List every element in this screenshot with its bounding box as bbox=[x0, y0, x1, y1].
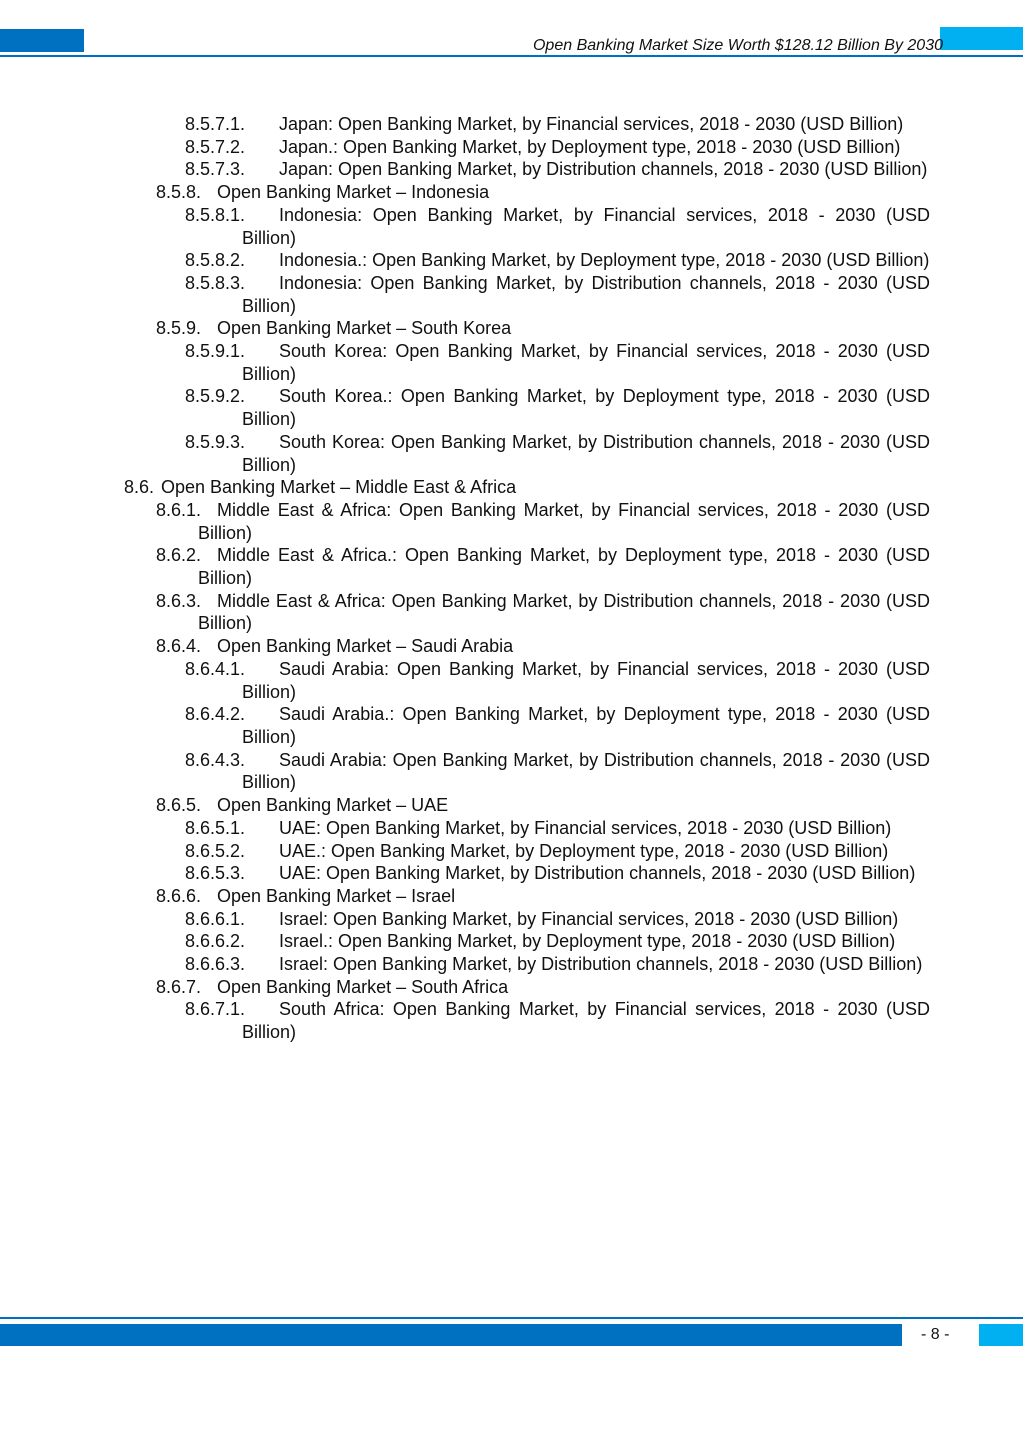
footer-accent-right bbox=[979, 1324, 1023, 1346]
toc-entry-text: South Africa: Open Banking Market, by Financial services, 2018 - 2030 (USD Billion) bbox=[242, 999, 930, 1043]
toc-entry-number: 8.6.5.1. bbox=[185, 817, 246, 838]
running-header-title: Open Banking Market Size Worth $128.12 Billion By 2030 bbox=[532, 37, 943, 54]
toc-entry bbox=[185, 136, 930, 159]
toc-entry-text: Open Banking Market – Israel bbox=[217, 885, 456, 906]
toc-entry-number: 8.5.8.2. bbox=[185, 250, 246, 271]
toc-entry-text: Middle East & Africa: Open Banking Market, by Financial services, 2018 - 2030 (USD Billion) bbox=[198, 499, 930, 543]
toc-entry-text: Japan: Open Banking Market, by Distribution channels, 2018 - 2030 (USD Billion) bbox=[279, 159, 928, 180]
toc-entry bbox=[185, 953, 930, 976]
table-of-contents bbox=[0, 113, 1023, 1044]
toc-entry bbox=[185, 817, 930, 840]
toc-entry bbox=[185, 385, 930, 430]
toc-entry-number: 8.6.2. bbox=[156, 545, 202, 566]
toc-entry-number: 8.6.6.2. bbox=[185, 931, 246, 952]
toc-entry bbox=[185, 272, 930, 317]
footer-rule bbox=[0, 1317, 1023, 1319]
toc-entry-number: 8.6.6.3. bbox=[185, 954, 246, 975]
toc-entry-text: Indonesia: Open Banking Market, by Financial services, 2018 - 2030 (USD Billion) bbox=[242, 204, 930, 248]
toc-entry bbox=[185, 113, 930, 136]
header-rule bbox=[0, 55, 1023, 57]
toc-entry-number: 8.5.9. bbox=[156, 318, 202, 339]
toc-entry-text: South Korea.: Open Banking Market, by Deployment type, 2018 - 2030 (USD Billion) bbox=[242, 386, 930, 430]
toc-entry-text: Middle East & Africa: Open Banking Market, by Distribution channels, 2018 - 2030 (USD Billion) bbox=[198, 590, 930, 634]
toc-entry-number: 8.6.4. bbox=[156, 636, 202, 657]
toc-entry-number: 8.6.4.1. bbox=[185, 658, 246, 679]
toc-entry bbox=[156, 181, 930, 204]
toc-entry-text: Open Banking Market – Indonesia bbox=[217, 182, 490, 203]
toc-entry bbox=[185, 158, 930, 181]
toc-entry bbox=[185, 930, 930, 953]
toc-entry-text: Open Banking Market – Saudi Arabia bbox=[217, 636, 514, 657]
toc-entry bbox=[185, 862, 930, 885]
toc-entry-text: Open Banking Market – South Africa bbox=[217, 976, 509, 997]
toc-entry-number: 8.6.3. bbox=[156, 590, 202, 611]
toc-entry bbox=[185, 749, 930, 794]
toc-entry-number: 8.6.4.3. bbox=[185, 749, 246, 770]
footer-bar bbox=[0, 1324, 902, 1346]
toc-entry-text: UAE.: Open Banking Market, by Deployment type, 2018 - 2030 (USD Billion) bbox=[279, 840, 889, 861]
toc-entry-number: 8.5.8. bbox=[156, 182, 202, 203]
toc-entry bbox=[156, 544, 930, 589]
toc-entry-number: 8.6.7.1. bbox=[185, 999, 246, 1020]
toc-entry bbox=[124, 476, 930, 499]
toc-entry bbox=[185, 998, 930, 1043]
toc-entry bbox=[185, 431, 930, 476]
toc-entry-number: 8.5.8.1. bbox=[185, 204, 246, 225]
toc-entry-text: Indonesia.: Open Banking Market, by Deployment type, 2018 - 2030 (USD Billion) bbox=[279, 250, 930, 271]
toc-entry bbox=[185, 340, 930, 385]
toc-entry-number: 8.5.9.3. bbox=[185, 431, 246, 452]
toc-entry bbox=[185, 249, 930, 272]
toc-entry bbox=[185, 204, 930, 249]
toc-entry-number: 8.5.9.2. bbox=[185, 386, 246, 407]
toc-entry-text: South Korea: Open Banking Market, by Financial services, 2018 - 2030 (USD Billion) bbox=[242, 341, 930, 384]
toc-entry-text: Middle East & Africa.: Open Banking Market, by Deployment type, 2018 - 2030 (USD Billion) bbox=[198, 545, 930, 589]
toc-entry-number: 8.5.7.3. bbox=[185, 159, 246, 180]
toc-entry-number: 8.6. bbox=[124, 477, 155, 498]
toc-entry-number: 8.5.7.1. bbox=[185, 114, 246, 134]
toc-entry-text: Open Banking Market – UAE bbox=[217, 795, 449, 816]
toc-entry-text: Japan: Open Banking Market, by Financial services, 2018 - 2030 (USD Billion) bbox=[279, 114, 904, 134]
toc-entry-number: 8.6.5.3. bbox=[185, 863, 246, 884]
toc-entry bbox=[156, 590, 930, 635]
toc-entry bbox=[156, 635, 930, 658]
toc-entry-number: 8.6.1. bbox=[156, 499, 202, 520]
toc-entry-text: Saudi Arabia: Open Banking Market, by Financial services, 2018 - 2030 (USD Billion) bbox=[242, 658, 930, 702]
toc-entry-text: Saudi Arabia.: Open Banking Market, by Deployment type, 2018 - 2030 (USD Billion) bbox=[242, 704, 930, 747]
toc-entry bbox=[156, 499, 930, 544]
toc-entry-text: Japan.: Open Banking Market, by Deployment type, 2018 - 2030 (USD Billion) bbox=[279, 136, 901, 157]
toc-entry bbox=[185, 658, 930, 703]
toc-entry-number: 8.6.4.2. bbox=[185, 704, 246, 725]
toc-entry-text: Saudi Arabia: Open Banking Market, by Distribution channels, 2018 - 2030 (USD Billion) bbox=[242, 749, 930, 793]
toc-entry bbox=[156, 317, 930, 340]
toc-entry-number: 8.5.7.2. bbox=[185, 136, 246, 157]
toc-entry-number: 8.6.6. bbox=[156, 885, 202, 906]
page-number: - 8 - bbox=[921, 1326, 950, 1343]
toc-entry-text: UAE: Open Banking Market, by Financial services, 2018 - 2030 (USD Billion) bbox=[279, 817, 892, 838]
toc-entry-text: Open Banking Market – South Korea bbox=[217, 318, 512, 339]
toc-entry-text: Open Banking Market – Middle East & Africa bbox=[161, 477, 517, 498]
toc-entry-text: South Korea: Open Banking Market, by Distribution channels, 2018 - 2030 (USD Billion) bbox=[242, 431, 930, 475]
toc-entry bbox=[185, 703, 930, 748]
header-accent-right bbox=[940, 27, 1023, 50]
toc-entry bbox=[156, 885, 930, 908]
toc-entry-number: 8.5.9.1. bbox=[185, 341, 246, 362]
toc-entry-number: 8.6.5. bbox=[156, 795, 202, 816]
header-accent-left bbox=[0, 29, 84, 52]
toc-entry-text: Israel.: Open Banking Market, by Deployment type, 2018 - 2030 (USD Billion) bbox=[279, 931, 896, 952]
toc-entry-number: 8.6.5.2. bbox=[185, 840, 246, 861]
toc-entry-number: 8.5.8.3. bbox=[185, 272, 246, 293]
toc-entry bbox=[156, 976, 930, 999]
toc-entry-text: Israel: Open Banking Market, by Financial services, 2018 - 2030 (USD Billion) bbox=[279, 908, 899, 929]
toc-entry-text: Indonesia: Open Banking Market, by Distribution channels, 2018 - 2030 (USD Billion) bbox=[242, 272, 930, 316]
toc-entry-text: Israel: Open Banking Market, by Distribution channels, 2018 - 2030 (USD Billion) bbox=[279, 954, 923, 975]
toc-entry-number: 8.6.6.1. bbox=[185, 908, 246, 929]
toc-entry bbox=[185, 908, 930, 931]
toc-entry bbox=[156, 794, 930, 817]
toc-entry-text: UAE: Open Banking Market, by Distribution channels, 2018 - 2030 (USD Billion) bbox=[279, 863, 916, 884]
toc-entry-number: 8.6.7. bbox=[156, 976, 202, 997]
toc-entry bbox=[185, 840, 930, 863]
